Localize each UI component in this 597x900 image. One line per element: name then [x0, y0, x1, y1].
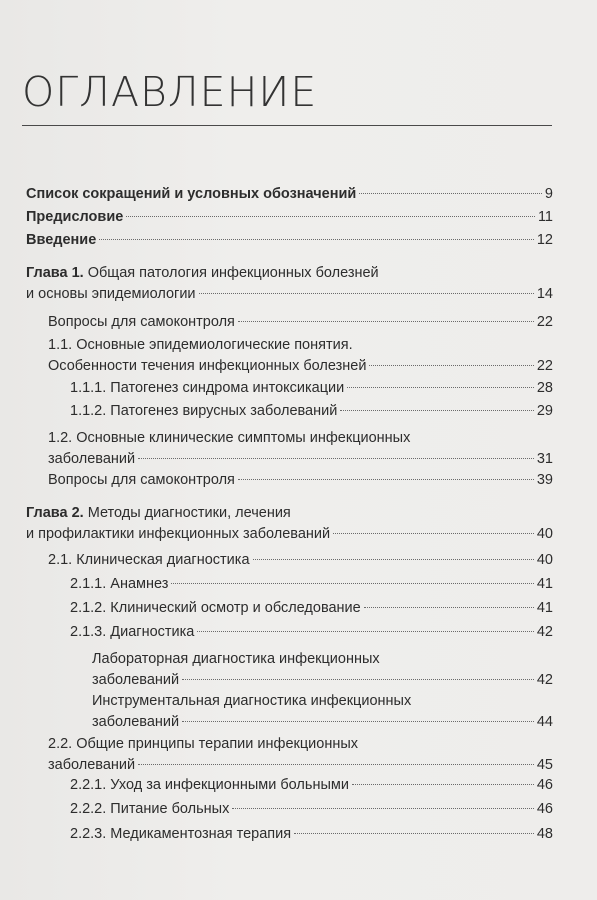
toc-entry-text: Вопросы для самоконтроля — [48, 314, 235, 330]
toc-entry[interactable] — [92, 691, 553, 733]
toc-entry-text: заболеваний — [92, 714, 180, 730]
dot-leader — [232, 808, 534, 809]
dot-leader — [333, 533, 534, 534]
dot-leader — [340, 410, 534, 411]
dot-leader — [182, 679, 534, 680]
toc-entry-text-line — [26, 263, 553, 284]
chapter-label: Глава 2. — [26, 505, 84, 521]
toc-entry-text: Общая патология инфекционных болезней — [83, 265, 379, 281]
toc-entry-text: 1.1.1. Патогенез синдрома интоксикации — [70, 380, 345, 396]
page-number: 48 — [536, 826, 553, 842]
page-number: 46 — [536, 801, 553, 817]
toc-entry-text: заболеваний — [48, 757, 136, 773]
toc-entry-last-line — [70, 775, 553, 796]
toc-entry-text: 2.2.3. Медикаментозная терапия — [70, 826, 292, 842]
toc-entry-text: и основы эпидемиологии — [26, 286, 196, 302]
toc-entry-last-line — [70, 574, 553, 595]
toc-entry[interactable] — [70, 775, 553, 796]
toc-entry-last-line — [70, 598, 553, 619]
toc-entry-text: 2.2.1. Уход за инфекционными больными — [70, 777, 349, 793]
toc-entry-text: Список сокращений и условных обозначений — [26, 186, 357, 202]
page-number: 40 — [536, 526, 553, 542]
toc-entry[interactable] — [26, 263, 553, 305]
toc-entry[interactable] — [48, 550, 553, 571]
page-number: 42 — [536, 672, 553, 688]
toc-entry[interactable] — [70, 598, 553, 619]
toc-entry-text: Методы диагностики, лечения — [83, 505, 291, 521]
toc-entry[interactable] — [92, 649, 553, 691]
toc-entry-text: Введение — [26, 232, 97, 248]
toc-entry-text-line — [48, 428, 553, 449]
chapter-label: Глава 1. — [26, 265, 84, 281]
page-number: 12 — [536, 232, 553, 248]
toc-entry-last-line — [70, 824, 553, 845]
toc-entry-text: 2.2. Общие принципы терапии инфекционных — [48, 736, 359, 752]
toc-entry-text-line — [92, 691, 553, 712]
toc-entry-last-line — [48, 550, 553, 571]
toc-entry-text-line — [92, 649, 553, 670]
dot-leader — [138, 764, 534, 765]
page-number: 39 — [536, 472, 553, 488]
toc-entry-last-line — [26, 184, 553, 205]
toc-entry-last-line — [48, 356, 553, 377]
dot-leader — [369, 365, 533, 366]
page-number: 45 — [536, 757, 553, 773]
toc-entry-text-line — [26, 503, 553, 524]
page-number: 9 — [544, 186, 553, 202]
toc-entry[interactable] — [26, 207, 553, 228]
dot-leader — [347, 387, 534, 388]
page-number: 29 — [536, 403, 553, 419]
toc-entry[interactable] — [70, 824, 553, 845]
toc-entry[interactable] — [70, 622, 553, 643]
toc-entry-last-line — [48, 470, 553, 491]
toc-entry[interactable] — [70, 574, 553, 595]
toc-entry-last-line — [70, 799, 553, 820]
page-number: 41 — [536, 576, 553, 592]
toc-entry-text: заболеваний — [92, 672, 180, 688]
toc-entry-last-line — [26, 524, 553, 545]
page-number: 41 — [536, 600, 553, 616]
toc-entry-text: и профилактики инфекционных заболеваний — [26, 526, 331, 542]
page-number: 22 — [536, 314, 553, 330]
toc-entry-text: 2.1.3. Диагностика — [70, 624, 195, 640]
page-number: 42 — [536, 624, 553, 640]
toc-entry-last-line — [48, 312, 553, 333]
page-number: 22 — [536, 358, 553, 374]
toc-entry-last-line — [70, 401, 553, 422]
toc-entry-text: 1.1.2. Патогенез вирусных заболеваний — [70, 403, 338, 419]
toc-entry-text-line — [48, 734, 553, 755]
page-number: 31 — [536, 451, 553, 467]
toc-entry-text: 2.1. Клиническая диагностика — [48, 552, 250, 568]
toc-entry[interactable] — [70, 799, 553, 820]
page-number: 40 — [536, 552, 553, 568]
toc-entry-text: Предисловие — [26, 209, 124, 225]
toc-entry[interactable] — [48, 428, 553, 470]
dot-leader — [253, 559, 534, 560]
toc-entry[interactable] — [48, 734, 553, 776]
dot-leader — [182, 721, 534, 722]
toc-entry-text: Инструментальная диагностика инфекционных — [92, 693, 412, 709]
toc-entry-last-line — [26, 230, 553, 251]
toc-entry-text: 1.2. Основные клинические симптомы инфекционных — [48, 430, 411, 446]
toc-entry-text: 1.1. Основные эпидемиологические понятия. — [48, 337, 353, 353]
page-title: ОГЛАВЛЕНИЕ — [22, 68, 318, 116]
toc-entry-text: 2.1.1. Анамнез — [70, 576, 169, 592]
toc-entry[interactable] — [48, 470, 553, 491]
dot-leader — [238, 479, 534, 480]
toc-entry-last-line — [92, 670, 553, 691]
dot-leader — [352, 784, 534, 785]
toc-entry-last-line — [26, 207, 553, 228]
toc-entry-text: Вопросы для самоконтроля — [48, 472, 235, 488]
toc-entry-last-line — [48, 449, 553, 470]
dot-leader — [294, 833, 534, 834]
page-number: 28 — [536, 380, 553, 396]
dot-leader — [138, 458, 534, 459]
dot-leader — [199, 293, 534, 294]
toc-entry-text: заболеваний — [48, 451, 136, 467]
dot-leader — [197, 631, 533, 632]
toc-entry-text: Лабораторная диагностика инфекционных — [92, 651, 380, 667]
toc-entry-last-line — [70, 378, 553, 399]
toc-entry[interactable] — [26, 230, 553, 251]
toc-entry[interactable] — [70, 401, 553, 422]
toc-entry[interactable] — [48, 335, 553, 377]
page-number: 14 — [536, 286, 553, 302]
toc-entry-last-line — [70, 622, 553, 643]
toc-entry[interactable] — [26, 184, 553, 205]
toc-entry[interactable] — [70, 378, 553, 399]
page-number: 44 — [536, 714, 553, 730]
dot-leader — [359, 193, 542, 194]
toc-entry-text-line — [48, 335, 553, 356]
dot-leader — [126, 216, 535, 217]
dot-leader — [238, 321, 534, 322]
page-number: 11 — [537, 209, 553, 225]
dot-leader — [99, 239, 534, 240]
toc-entry-last-line — [26, 284, 553, 305]
dot-leader — [171, 583, 533, 584]
toc-entry[interactable] — [48, 312, 553, 333]
toc-entry-text: Особенности течения инфекционных болезней — [48, 358, 367, 374]
toc-entry-last-line — [48, 755, 553, 776]
toc-entry-text: 2.2.2. Питание больных — [70, 801, 230, 817]
toc-entry[interactable] — [26, 503, 553, 545]
page-number: 46 — [536, 777, 553, 793]
toc-entry-last-line — [92, 712, 553, 733]
dot-leader — [364, 607, 534, 608]
toc-entry-text: 2.1.2. Клинический осмотр и обследование — [70, 600, 361, 616]
